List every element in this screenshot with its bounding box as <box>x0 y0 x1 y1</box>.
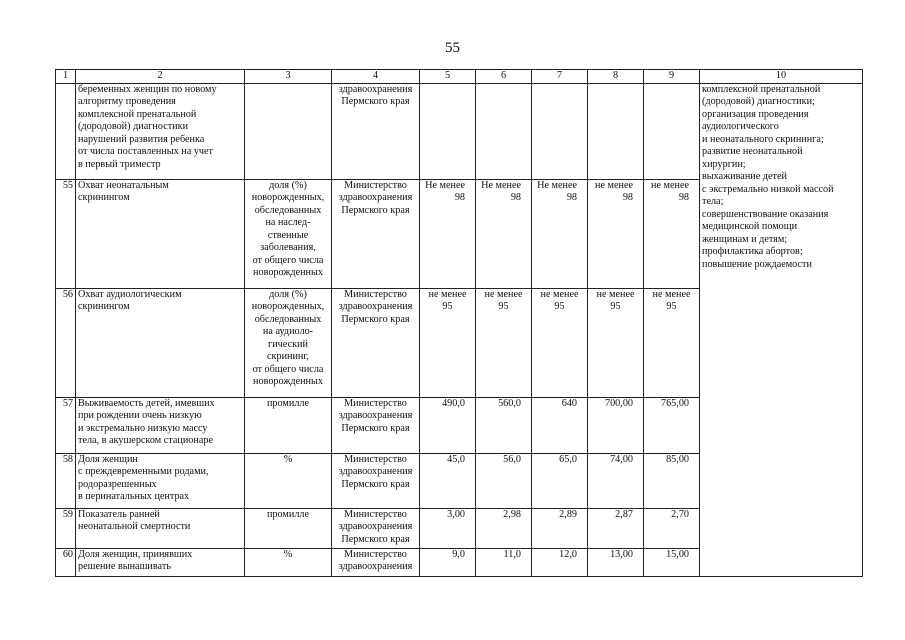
value-cell: Не менее 98 <box>476 179 532 288</box>
value-cell: не менее 95 <box>476 288 532 397</box>
value-cell: 12,0 <box>532 548 588 576</box>
value-cell: 3,00 <box>420 508 476 548</box>
col-header-3: 3 <box>245 70 332 84</box>
value-cell: 9,0 <box>420 548 476 576</box>
value-cell: не менее 95 <box>420 288 476 397</box>
col-header-1: 1 <box>56 70 76 84</box>
value-2013 <box>420 83 476 179</box>
value-cell: 2,89 <box>532 508 588 548</box>
col-header-5: 5 <box>420 70 476 84</box>
executor: Министерство здравоохранения Пермского края <box>332 508 420 548</box>
executor: Министерство здравоохранения Пермского края <box>332 179 420 288</box>
indicator-name: Доля женщин с преждевременными родами, родоразрешенных в перинатальных центрах <box>76 453 245 508</box>
indicator-name: Охват аудиологическим скринингом <box>76 288 245 397</box>
value-cell: не менее 98 <box>588 179 644 288</box>
row-number: 60 <box>56 548 76 576</box>
row-number: 55 <box>56 179 76 288</box>
value-2015 <box>532 83 588 179</box>
unit: % <box>245 548 332 576</box>
row-number: 56 <box>56 288 76 397</box>
value-cell: не менее 98 <box>644 179 700 288</box>
col-header-2: 2 <box>76 70 245 84</box>
executor: Министерство здравоохранения Пермского края <box>332 397 420 453</box>
col-header-8: 8 <box>588 70 644 84</box>
value-cell: Не менее 98 <box>420 179 476 288</box>
unit: % <box>245 453 332 508</box>
measures-column: комплексной пренатальной (дородовой) диагностики; организация проведения аудиологического и неонатального скрининга; развитие неонатальной хирургии; выхаживание детей с экстремально низкой массой тела; совершенствование оказания медицинской помощи женщинам и детям; профилактика абортов; повышение рождаемости <box>700 83 863 576</box>
indicator-name: Охват неонатальным скринингом <box>76 179 245 288</box>
value-cell: 85,00 <box>644 453 700 508</box>
unit: доля (%) новорожденных, обследованных на аудиоло- гический скрининг, от общего числа новорожденных <box>245 288 332 397</box>
indicator-name: Показатель ранней неонатальной смертности <box>76 508 245 548</box>
row-number: 59 <box>56 508 76 548</box>
value-cell: 45,0 <box>420 453 476 508</box>
value-2014 <box>476 83 532 179</box>
col-header-4: 4 <box>332 70 420 84</box>
value-cell: 640 <box>532 397 588 453</box>
value-cell: 2,87 <box>588 508 644 548</box>
unit: промилле <box>245 508 332 548</box>
value-cell: 74,00 <box>588 453 644 508</box>
column-header-row <box>56 70 863 84</box>
value-cell: 2,70 <box>644 508 700 548</box>
value-cell: 11,0 <box>476 548 532 576</box>
value-cell: Не менее 98 <box>532 179 588 288</box>
value-cell: 56,0 <box>476 453 532 508</box>
indicators-table <box>55 69 863 577</box>
value-2016 <box>588 83 644 179</box>
executor: здравоохранения Пермского края <box>332 83 420 179</box>
value-cell: 2,98 <box>476 508 532 548</box>
table-row <box>56 83 863 179</box>
value-2017 <box>644 83 700 179</box>
unit: доля (%) новорожденных, обследованных на наслед- ственные заболевания, от общего числа новорожденных <box>245 179 332 288</box>
col-header-10: 10 <box>700 70 863 84</box>
row-number: 58 <box>56 453 76 508</box>
executor: Министерство здравоохранения <box>332 548 420 576</box>
value-cell: 560,0 <box>476 397 532 453</box>
value-cell: не менее 95 <box>588 288 644 397</box>
value-cell: не менее 95 <box>532 288 588 397</box>
value-cell: 765,00 <box>644 397 700 453</box>
row-number <box>56 83 76 179</box>
executor: Министерство здравоохранения Пермского края <box>332 288 420 397</box>
executor: Министерство здравоохранения Пермского края <box>332 453 420 508</box>
value-cell: 13,00 <box>588 548 644 576</box>
value-cell: 15,00 <box>644 548 700 576</box>
unit <box>245 83 332 179</box>
unit: промилле <box>245 397 332 453</box>
row-number: 57 <box>56 397 76 453</box>
col-header-7: 7 <box>532 70 588 84</box>
col-header-6: 6 <box>476 70 532 84</box>
value-cell: 65,0 <box>532 453 588 508</box>
indicator-name: Доля женщин, принявших решение вынашивать <box>76 548 245 576</box>
indicator-name: Выживаемость детей, имевших при рождении очень низкую и экстремально низкую массу тела, в акушерском стационаре <box>76 397 245 453</box>
value-cell: 700,00 <box>588 397 644 453</box>
col-header-9: 9 <box>644 70 700 84</box>
value-cell: не менее 95 <box>644 288 700 397</box>
page-number: 55 <box>445 40 460 56</box>
value-cell: 490,0 <box>420 397 476 453</box>
indicator-name: беременных женщин по новому алгоритму проведения комплексной пренатальной (дородовой) диагностики нарушений развития ребенка от числа поставленных на учет в первый триместр <box>76 83 245 179</box>
